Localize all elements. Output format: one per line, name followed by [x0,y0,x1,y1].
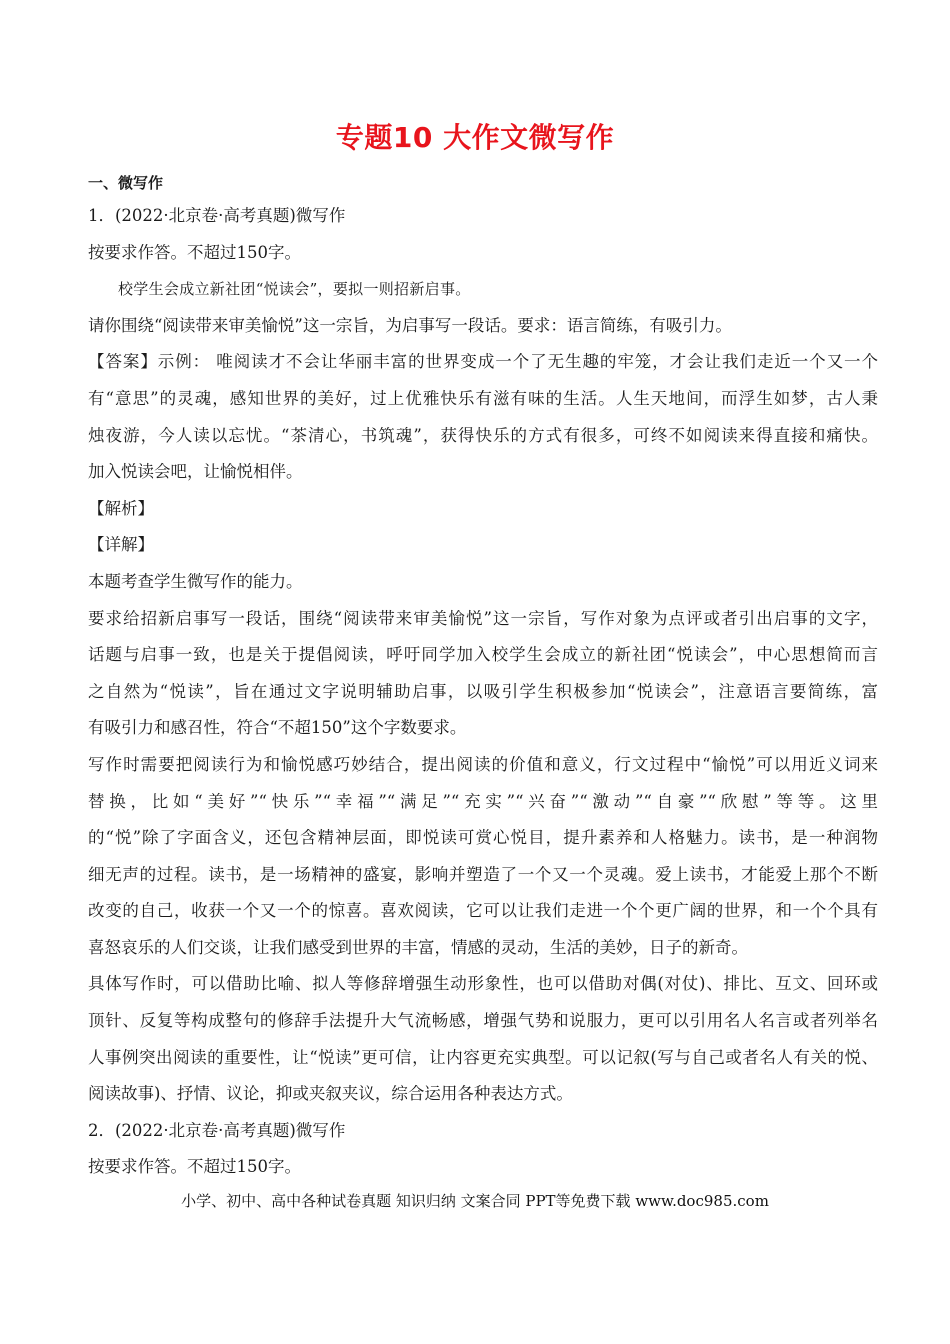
question-1-prompt-quote: 校学生会成立新社团“悦读会”，要拟一则招新启事。 [118,280,471,299]
question-1-instruction: 请你围绕“阅读带来审美愉悦”这一宗旨，为启事写一段话。要求：语言简练，有吸引力。 [88,315,732,335]
detail-line: 写作时需要把阅读行为和愉悦感巧妙结合，提出阅读的价值和意义，行文过程中“愉悦”可以用近义词来 [88,754,878,774]
detail-line: 有吸引力和感召性，符合“不超150”这个字数要求。 [88,718,467,738]
detail-line: 要求给招新启事写一段话，围绕“阅读带来审美愉悦”这一宗旨，写作对象为点评或者引出启事的文字， [88,608,878,628]
detail-line: 喜怒哀乐的人们交谈，让我们感受到世界的丰富，情感的灵动，生活的美妙，日子的新奇。 [88,937,748,957]
question-1-header: 1．(2022·北京卷·高考真题)微写作 [88,206,346,225]
answer-line: 加入悦读会吧，让愉悦相伴。 [88,462,303,482]
detail-line: 细无声的过程。读书，是一场精神的盛宴，影响并塑造了一个又一个灵魂。爱上读书，才能爱上那个不断 [88,864,878,884]
page-title: 专题10 大作文微写作 [335,121,615,154]
question-2-header: 2．(2022·北京卷·高考真题)微写作 [88,1120,346,1140]
detail-line: 话题与启事一致，也是关于提倡阅读，呼吁同学加入校学生会成立的新社团“悦读会”，中心思想简而言 [88,645,878,665]
answer-line: 有“意思”的灵魂，感知世界的美好，过上优雅快乐有滋有味的生活。人生天地间，而浮生如梦，古人秉 [88,388,878,408]
detail-line: 改变的自己，收获一个又一个的惊喜。喜欢阅读，它可以让我们走进一个个更广阔的世界，和一个个具有 [88,901,878,921]
detail-line: 的“悦”除了字面含义，还包含精神层面，即悦读可赏心悦目，提升素养和人格魅力。读书，是一种润物 [88,828,878,848]
section-heading: 一、微写作 [88,174,164,192]
answer-line: 烛夜游，今人读以忘忧。“茶清心，书筑魂”，获得快乐的方式有很多，可终不如阅读来得直接和痛快。 [88,425,878,445]
detail-line: 具体写作时，可以借助比喻、拟人等修辞增强生动形象性，也可以借助对偶(对仗)、排比、互文、回环或 [88,974,878,994]
question-2-requirement: 按要求作答。不超过150字。 [88,1157,301,1177]
detail-label: 【详解】 [88,535,154,555]
document-body [88,168,878,1186]
analysis-label: 【解析】 [88,498,154,518]
question-1-requirement: 按要求作答。不超过150字。 [88,242,301,262]
detail-line: 阅读故事)、抒情、议论，抑或夹叙夹议，综合运用各种表达方式。 [88,1084,573,1104]
detail-line: 之自然为“悦读”，旨在通过文字说明辅助启事，以吸引学生积极参加“悦读会”，注意语言要简练，富 [88,681,878,701]
page-footer: 小学、初中、高中各种试卷真题 知识归纳 文案合同 PPT等免费下载 www.doc985.com [181,1192,769,1210]
detail-line: 本题考查学生微写作的能力。 [88,571,303,591]
detail-line: 顶针、反复等构成整句的修辞手法提升大气流畅感，增强气势和说服力，更可以引用名人名言或者列举名 [88,1011,878,1031]
detail-line: 替换，比如“美好”“快乐”“幸福”“满足”“充实”“兴奋”“激动”“自豪”“欣慰”等等。这里 [88,791,878,811]
answer-line: 【答案】示例： 唯阅读才不会让华丽丰富的世界变成一个了无生趣的牢笼，才会让我们走近一个又一个 [88,352,878,372]
detail-line: 人事例突出阅读的重要性，让“悦读”更可信，让内容更充实典型。可以记叙(写与自己或者名人有关的悦、 [88,1047,878,1067]
